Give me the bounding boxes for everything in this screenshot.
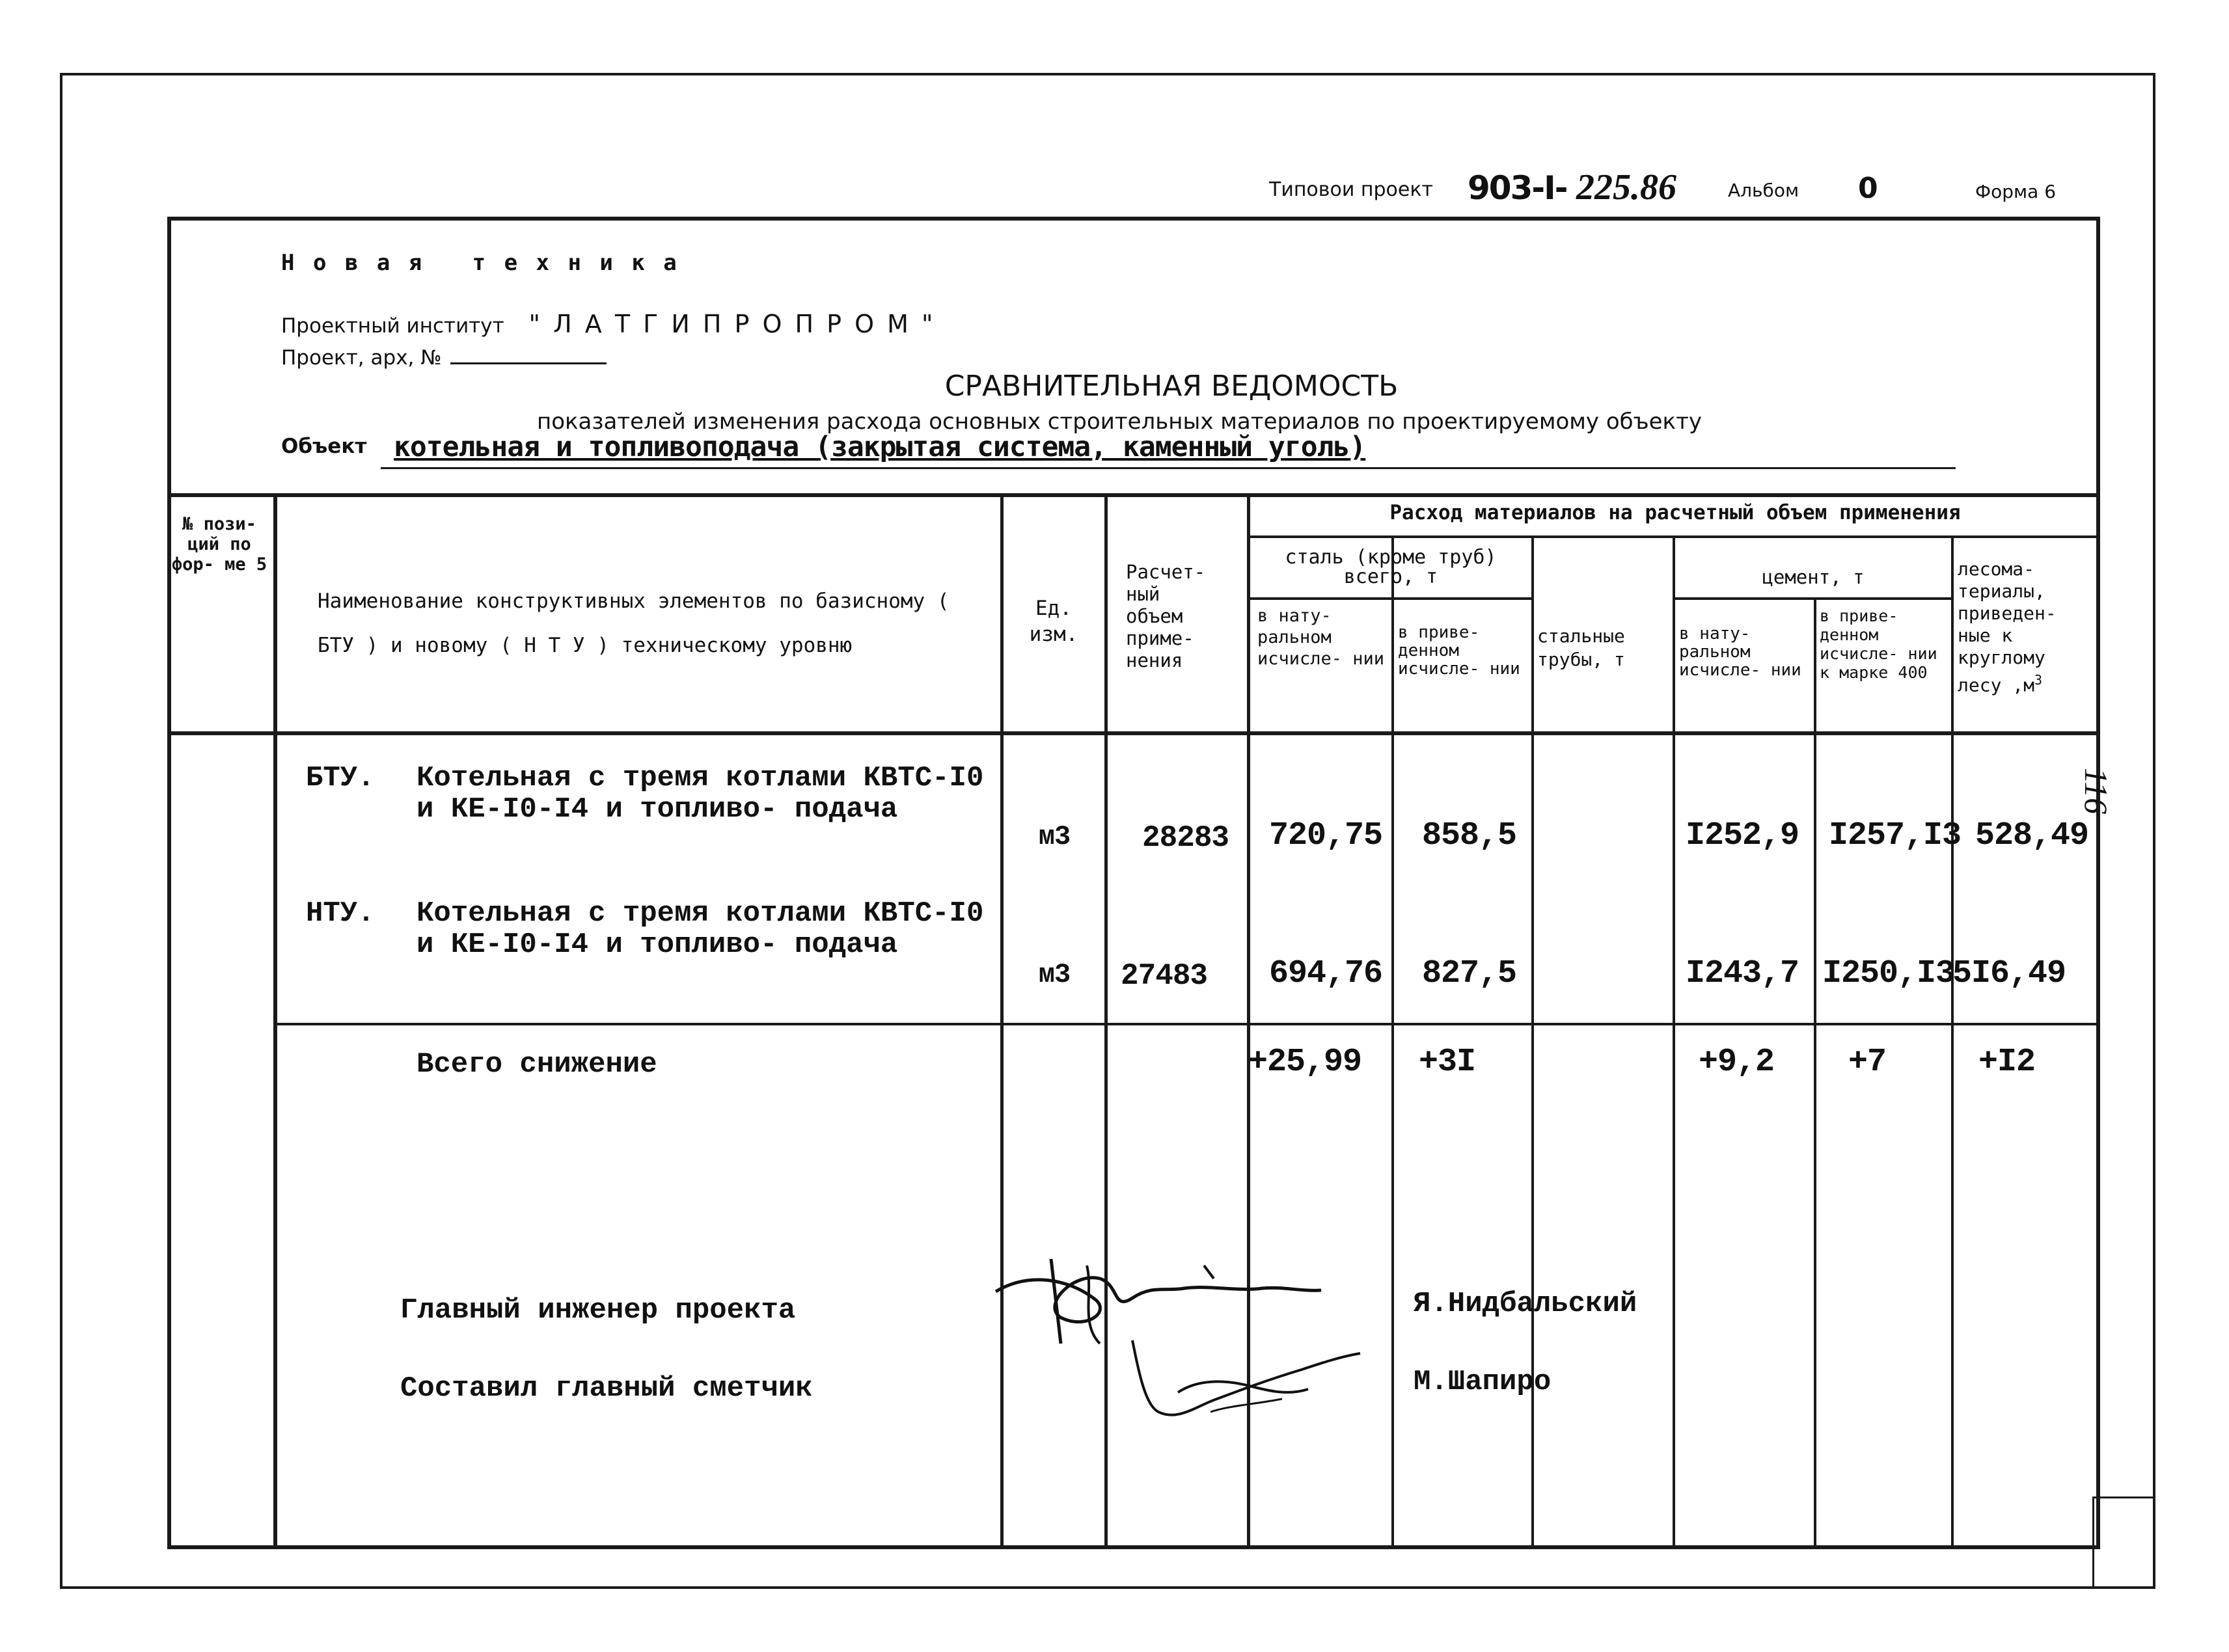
row-btu-steel-nat: 720,75: [1269, 817, 1383, 854]
row-ntu-cement-nat: I243,7: [1686, 955, 1799, 992]
stamp-left-line: [2092, 1496, 2094, 1589]
album-number: 0: [1858, 172, 1878, 205]
side-mark: 116: [2078, 768, 2114, 815]
project-label: Типовои проект: [1269, 178, 1433, 201]
col-header-cement-red: в приве- денном исчисле- нии к марке 400: [1820, 606, 1937, 682]
steel-sub-line: [1247, 597, 1533, 600]
col-header-steel-nat: в нату- ральном исчисле- нии: [1257, 606, 1385, 669]
object-label: Объект: [281, 435, 367, 458]
col-header-volume: Расчет- ный объем приме- нения: [1126, 561, 1206, 671]
total-timber: +I2: [1978, 1044, 2036, 1081]
row-btu-steel-red: 858,5: [1422, 817, 1517, 854]
signature-role-1: Главный инженер проекта: [400, 1294, 796, 1327]
row-ntu-unit: м3: [1038, 959, 1071, 990]
col-header-timber: [1958, 558, 2098, 696]
new-tech-heading: Н о в а я т е х н и к а: [281, 250, 679, 276]
project-suffix: 225.86: [1576, 167, 1676, 208]
col-line-2: [1000, 493, 1004, 1549]
total-steel-nat: +25,99: [1248, 1044, 1362, 1081]
row-ntu-steel-nat: 694,76: [1269, 955, 1383, 992]
col-header-group: Расход материалов на расчетный объем применения: [1389, 501, 1961, 524]
institute-name: " Л А Т Г И П Р О П Р О М ": [528, 310, 936, 338]
doc-title: СРАВНИТЕЛЬНАЯ ВЕДОМОСТЬ: [944, 370, 1399, 403]
row-btu-cement-nat: I252,9: [1686, 817, 1799, 854]
col-header-timber-text: лесома- териалы, приведен- ные к круглому лесу ,м: [1958, 558, 2057, 696]
object-underline: [381, 467, 1956, 469]
album-label: Альбом: [1728, 180, 1799, 201]
header-bottom-line: [167, 731, 2100, 735]
total-steel-red: +3I: [1419, 1044, 1476, 1081]
row-btu-unit: м3: [1038, 821, 1071, 852]
total-sep-line: [275, 1023, 2100, 1025]
col-header-num: № пози- ций по фор- ме 5: [171, 514, 267, 575]
stamp-top-line: [2092, 1496, 2155, 1498]
row-btu-timber: 528,49: [1975, 817, 2089, 854]
row-ntu-code: НТУ.: [306, 897, 375, 930]
row-ntu-volume: 27483: [1121, 959, 1208, 993]
signature-name-1: Я.Нидбальский: [1414, 1288, 1637, 1320]
total-label: Всего снижение: [417, 1048, 657, 1081]
project-arch-label: Проект, арх, №: [281, 346, 442, 370]
row-ntu-cement-red: I250,I3: [1822, 955, 1955, 992]
project-number: 903-I-: [1468, 169, 1567, 207]
object-line: [281, 435, 366, 458]
handwritten-signature-2: [1119, 1334, 1367, 1425]
sheet-bottom-line: [60, 1586, 2155, 1589]
col-header-cement-nat: в нату- ральном исчисле- нии: [1679, 624, 1801, 680]
project-arch-line: [281, 346, 607, 370]
sheet-right-line: [2153, 73, 2155, 1589]
project-header: [1269, 168, 2109, 207]
total-cement-nat: +9,2: [1699, 1044, 1775, 1081]
col-line-1: [273, 493, 277, 1549]
form-label: Форма 6: [1975, 181, 2057, 202]
object-value: котельная и топливоподача (закрытая система, каменный уголь): [394, 431, 1366, 463]
signature-role-2: Составил главный сметчик: [400, 1372, 813, 1405]
row-btu-code: БТУ.: [306, 762, 375, 794]
institute-line: [281, 310, 936, 338]
col-line-9: [1951, 537, 1954, 1549]
col-header-steel-group: сталь (кроме труб) всего, т: [1285, 546, 1497, 588]
sheet-top-line: [60, 73, 2155, 75]
col-header-pipes: стальные трубы, т: [1537, 625, 1625, 670]
sheet-left-line: [60, 73, 62, 1589]
table-top-line: [167, 493, 2100, 497]
signature-name-2: М.Шапиро: [1414, 1366, 1552, 1398]
col-header-cement-group: цемент, т: [1762, 566, 1865, 588]
col-header-steel-red: в приве- денном исчисле- нии: [1398, 623, 1520, 679]
total-cement-red: +7: [1848, 1044, 1887, 1081]
col-header-name: Наименование конструктивных элементов по базисному ( БТУ ) и новому ( Н Т У ) техническому уровню: [318, 589, 950, 657]
col-header-unit: Ед. изм.: [1029, 597, 1078, 646]
col-header-timber-sup: 3: [2034, 672, 2043, 688]
col-line-8: [1814, 599, 1816, 1549]
row-ntu-name: Котельная с тремя котлами КВТС-I0 и КЕ-I0-I4 и топливо- подача: [417, 897, 984, 961]
cement-sub-line: [1673, 597, 1952, 600]
row-btu-volume: 28283: [1142, 821, 1229, 855]
doc-subtitle: показателей изменения расхода основных строительных материалов по проектируемому объекту: [536, 409, 1703, 435]
row-ntu-steel-red: 827,5: [1422, 955, 1517, 992]
institute-label: Проектный институт: [281, 314, 504, 338]
row-btu-cement-red: I257,I3: [1829, 817, 1962, 854]
row-ntu-timber: 5I6,49: [1952, 955, 2066, 992]
col-line-3: [1104, 493, 1108, 1549]
row-btu-name: Котельная с тремя котлами КВТС-I0 и КЕ-I0-I4 и топливо- подача: [417, 762, 984, 826]
col-line-5: [1391, 537, 1394, 1549]
group-header-line: [1247, 535, 2100, 538]
col-line-7: [1673, 537, 1675, 1549]
